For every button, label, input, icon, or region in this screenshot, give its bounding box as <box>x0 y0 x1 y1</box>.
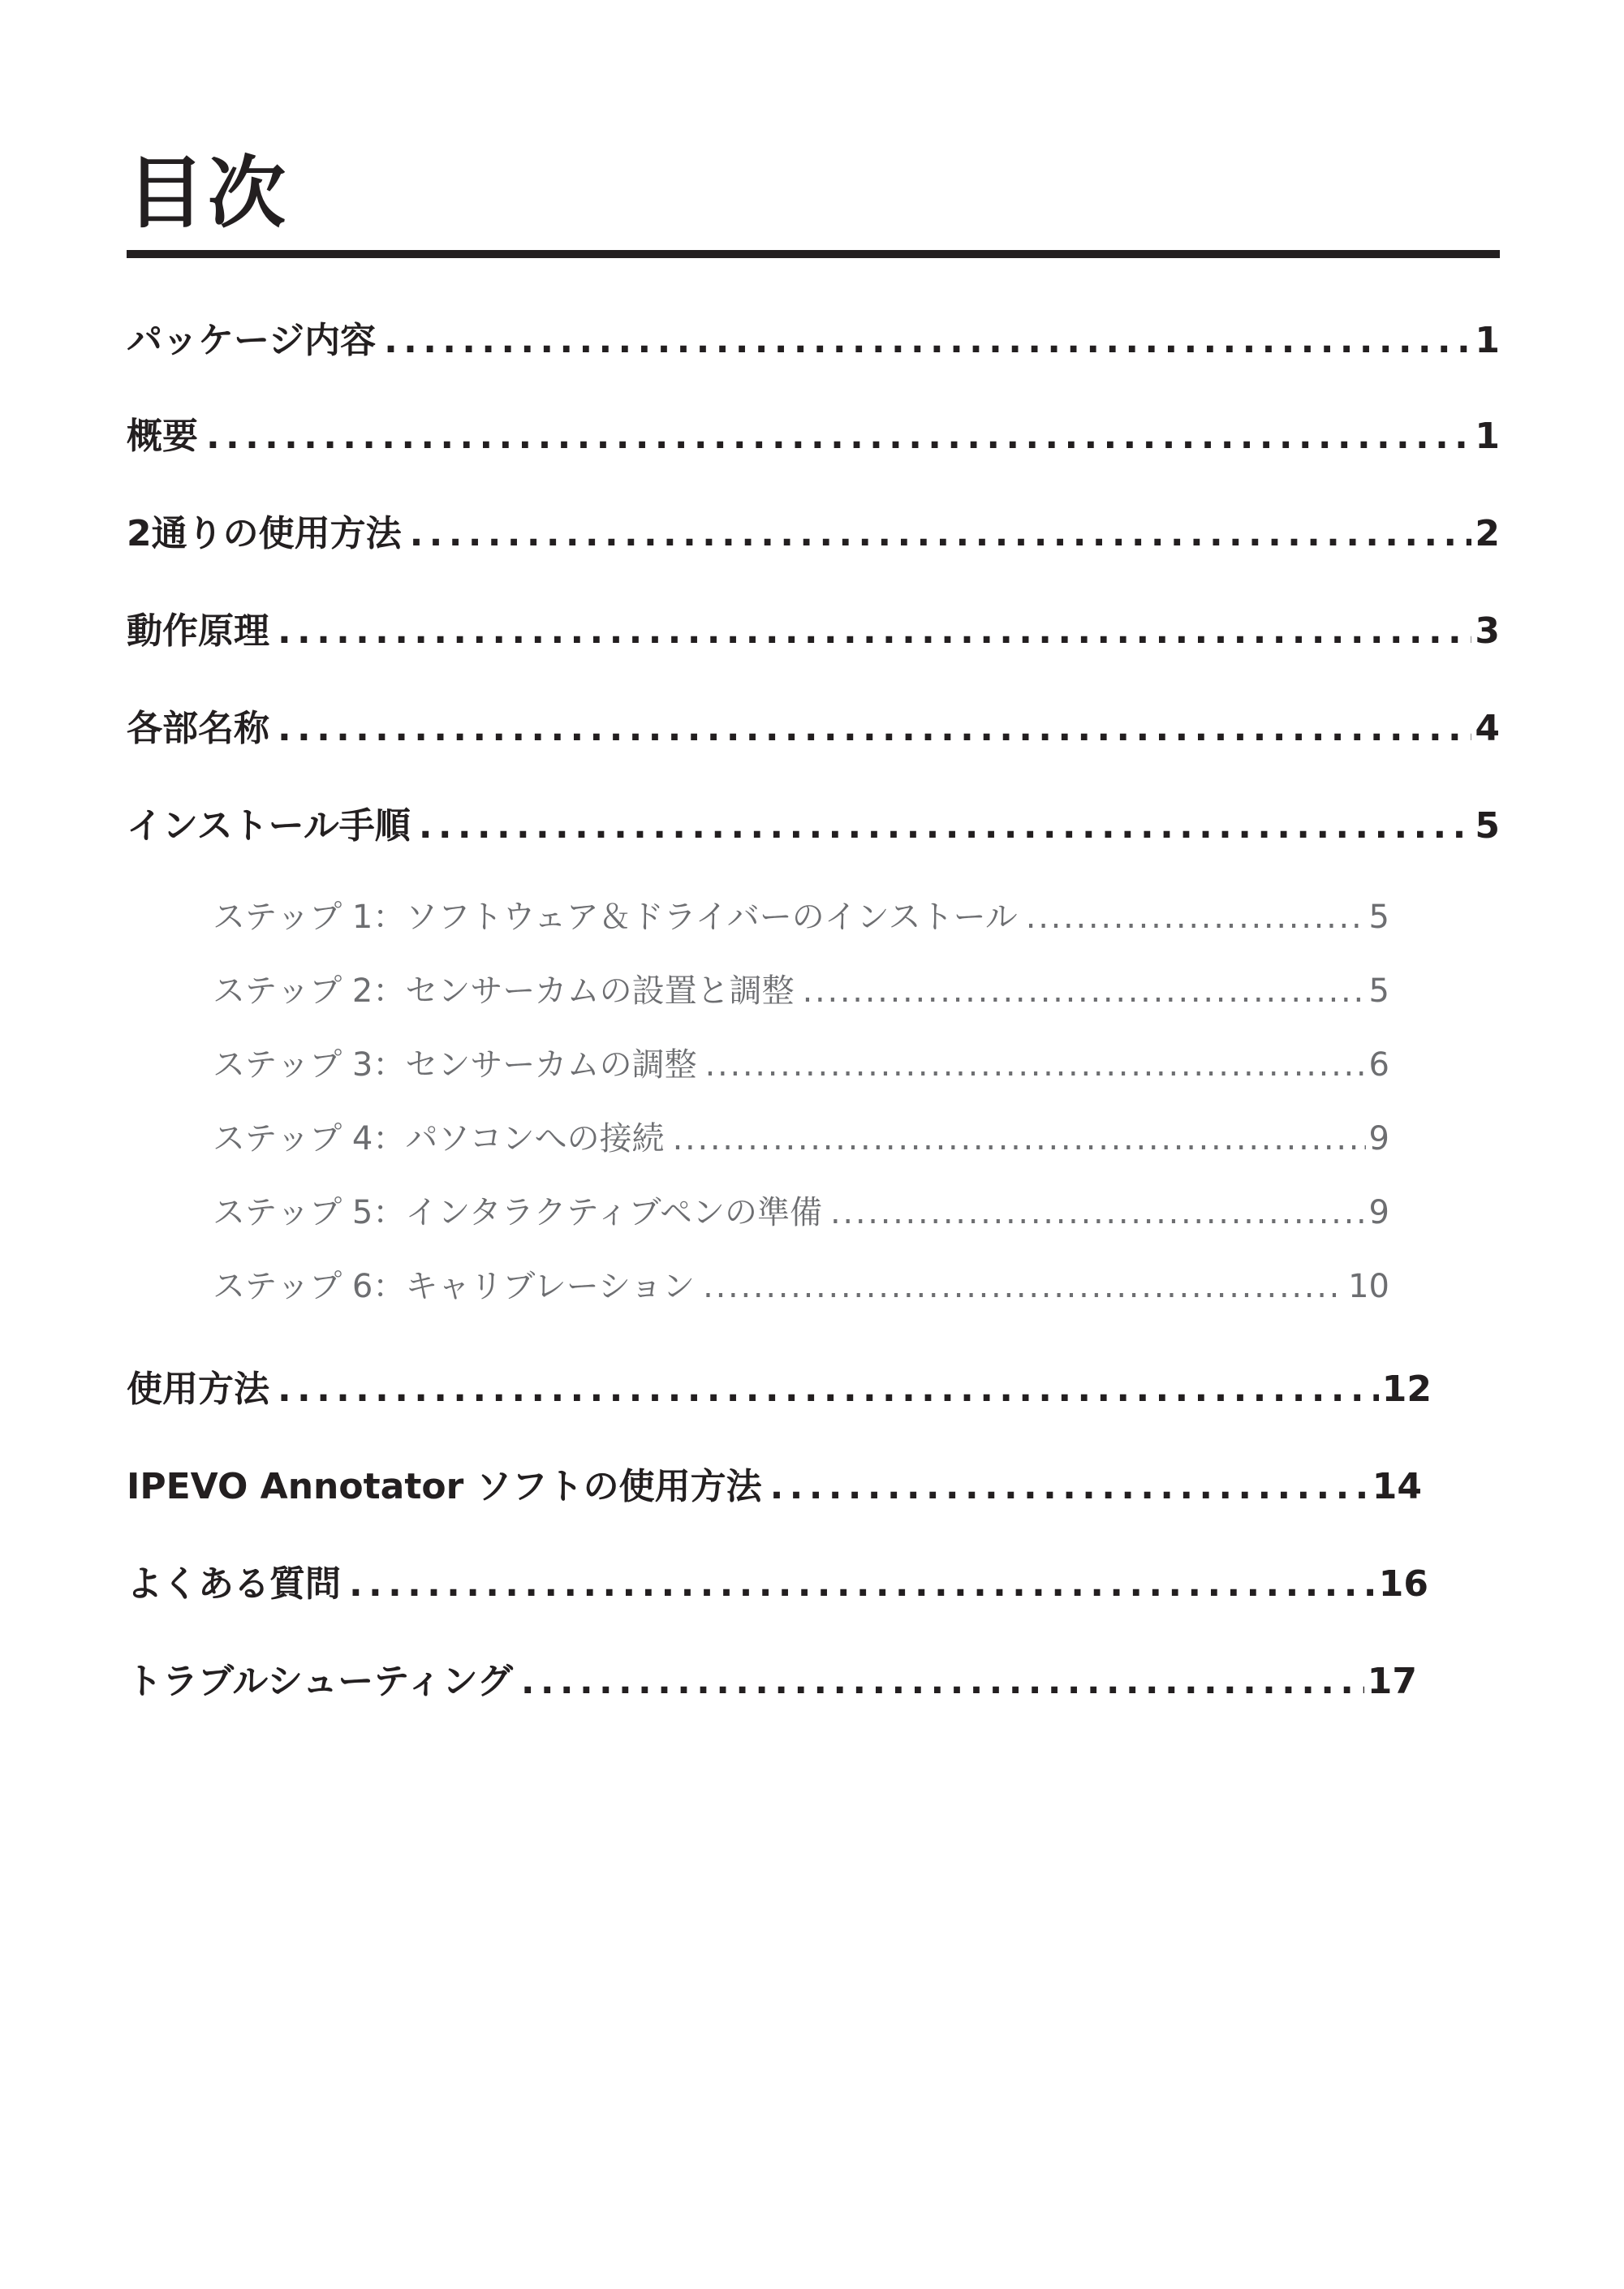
toc-entry-label: インストール手順 <box>127 805 411 847</box>
toc-entry-label: よくある質問 <box>127 1563 341 1605</box>
toc-subentry[interactable] <box>213 1044 1389 1086</box>
toc-entry[interactable] <box>127 1464 1422 1510</box>
toc-entry-label: 各部名称 <box>127 708 269 749</box>
dot-leader <box>206 414 1471 459</box>
dot-leader <box>705 1044 1366 1086</box>
toc-subentry-label: ステップ 1：ソフトウェア＆ドライバーのインストール <box>213 899 1018 936</box>
dot-leader <box>410 511 1472 557</box>
toc-entry-label: パッケージ内容 <box>127 320 377 361</box>
dot-leader <box>278 706 1471 752</box>
dot-leader <box>830 1192 1366 1234</box>
toc-subentry-page: 9 <box>1368 1194 1389 1231</box>
dot-leader <box>673 1118 1366 1160</box>
toc-entry[interactable] <box>127 511 1500 557</box>
toc-subentry-label: ステップ 3：センサーカムの調整 <box>213 1046 697 1084</box>
dot-leader <box>349 1562 1376 1607</box>
dot-leader <box>1026 896 1366 938</box>
toc-entry-label: IPEVO Annotator ソフトの使用方法 <box>127 1466 762 1507</box>
dot-leader <box>278 609 1471 654</box>
toc-subentry-label: ステップ 5：インタラクティブペンの準備 <box>213 1194 822 1231</box>
toc-entry-page: 4 <box>1475 708 1500 749</box>
toc-subentry-label: ステップ 4：パソコンへの接続 <box>213 1120 665 1157</box>
toc-entry-page: 2 <box>1475 513 1500 554</box>
dot-leader <box>521 1659 1364 1705</box>
toc-subentry[interactable] <box>213 1192 1389 1234</box>
dot-leader <box>419 804 1472 849</box>
toc-entry-page: 1 <box>1475 416 1500 457</box>
toc-entry[interactable] <box>127 706 1500 752</box>
toc-entry[interactable] <box>127 1659 1417 1705</box>
toc-subentry[interactable] <box>213 970 1389 1012</box>
toc-subentry-page: 10 <box>1348 1268 1389 1305</box>
dot-leader <box>770 1464 1369 1510</box>
toc-entry-page: 1 <box>1475 320 1500 361</box>
toc-subentry-page: 5 <box>1368 899 1389 936</box>
toc-subentry-page: 6 <box>1368 1046 1389 1084</box>
toc-entry[interactable] <box>127 318 1500 364</box>
toc-entry-label: 使用方法 <box>127 1369 269 1410</box>
toc-entry[interactable] <box>127 804 1500 849</box>
toc-subentry-page: 9 <box>1368 1120 1389 1157</box>
toc-entry[interactable] <box>127 609 1500 654</box>
toc-entry-page: 12 <box>1381 1369 1432 1410</box>
toc-entry[interactable] <box>127 414 1500 459</box>
toc-subentry-page: 5 <box>1368 972 1389 1010</box>
toc-entry[interactable] <box>127 1367 1432 1412</box>
toc-entry-page: 17 <box>1367 1661 1417 1702</box>
toc-entry-label: 動作原理 <box>127 610 269 652</box>
toc-subentry-label: ステップ 6：キャリブレーション <box>213 1268 696 1305</box>
dot-leader <box>703 1265 1345 1308</box>
toc-entry-page: 16 <box>1378 1563 1428 1605</box>
toc-subentry[interactable] <box>213 1118 1389 1160</box>
page-title: 目次 <box>127 148 289 239</box>
toc-entry-label: 概要 <box>127 416 198 457</box>
toc-entry-label: 2通りの使用方法 <box>127 513 402 554</box>
toc-subentry[interactable] <box>213 896 1389 938</box>
toc-entry[interactable] <box>127 1562 1428 1607</box>
toc-subentry-label: ステップ 2：センサーカムの設置と調整 <box>213 972 795 1010</box>
toc-entry-page: 5 <box>1475 805 1500 847</box>
dot-leader <box>278 1367 1379 1412</box>
dot-leader <box>384 318 1471 364</box>
title-rule <box>127 250 1500 258</box>
toc-entry-label: トラブルシューティング <box>127 1661 513 1702</box>
toc-subentry[interactable] <box>213 1265 1389 1308</box>
toc-entry-page: 14 <box>1372 1466 1422 1507</box>
toc-entry-page: 3 <box>1475 610 1500 652</box>
dot-leader <box>803 970 1366 1012</box>
